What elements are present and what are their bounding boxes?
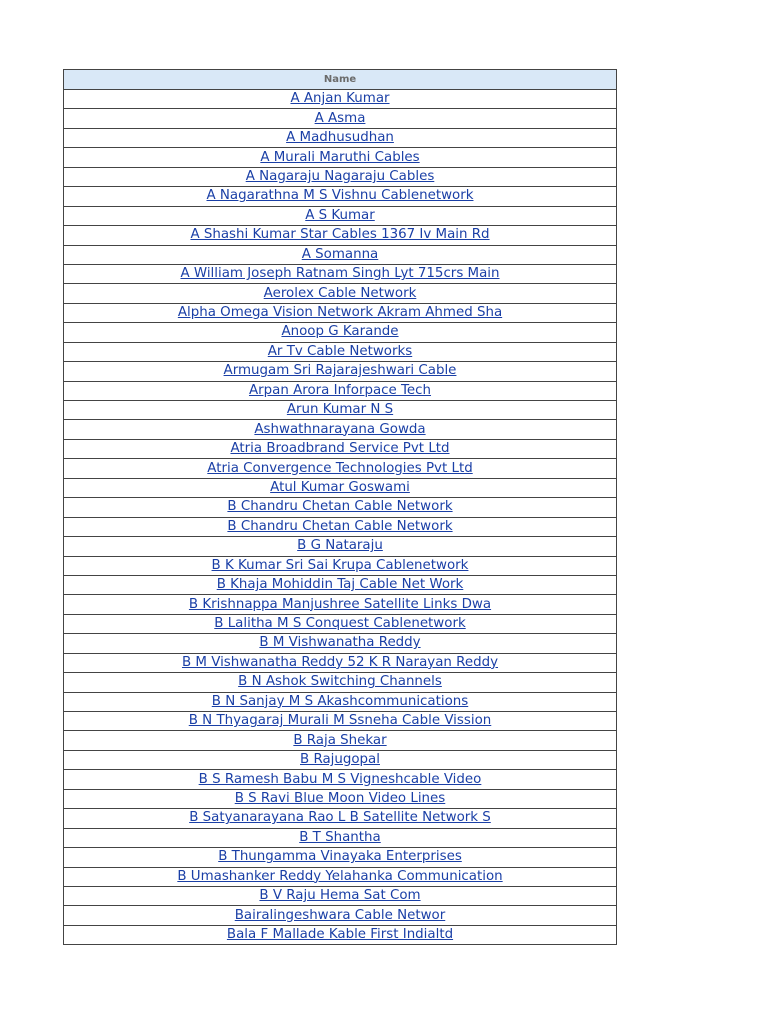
name-link[interactable]: B K Kumar Sri Sai Krupa Cablenetwork (211, 557, 469, 573)
name-link[interactable]: B N Sanjay M S Akashcommunications (211, 693, 469, 709)
name-cell (64, 595, 617, 614)
table-row (64, 245, 617, 264)
name-cell (64, 517, 617, 536)
name-link[interactable]: A William Joseph Ratnam Singh Lyt 715crs Main (180, 266, 500, 282)
table-row (64, 750, 617, 769)
name-link[interactable]: B Lalitha M S Conquest Cablenetwork (214, 616, 466, 632)
table-row (64, 867, 617, 886)
name-link[interactable]: Ashwathnarayana Gowda (254, 421, 426, 437)
name-link[interactable]: Atul Kumar Goswami (270, 479, 410, 495)
name-cell (64, 575, 617, 594)
table-row (64, 634, 617, 653)
table-row (64, 109, 617, 128)
name-cell (64, 264, 617, 283)
name-cell (64, 148, 617, 167)
name-cell (64, 226, 617, 245)
name-link[interactable]: A S Kumar (305, 207, 375, 223)
name-cell (64, 848, 617, 867)
table-row (64, 575, 617, 594)
name-cell (64, 614, 617, 633)
name-link[interactable]: Arpan Arora Inforpace Tech (248, 382, 432, 398)
name-link[interactable]: B Satyanarayana Rao L B Satellite Network S (189, 810, 491, 826)
table-row (64, 498, 617, 517)
name-link[interactable]: A Anjan Kumar (290, 91, 390, 107)
table-row (64, 595, 617, 614)
name-cell (64, 653, 617, 672)
name-cell (64, 323, 617, 342)
name-cell (64, 809, 617, 828)
name-link[interactable]: Bairalingeshwara Cable Networ (234, 907, 446, 923)
name-cell (64, 556, 617, 575)
name-cell (64, 828, 617, 847)
name-link[interactable]: B G Nataraju (297, 538, 383, 554)
name-link[interactable]: A Madhusudhan (286, 130, 394, 146)
name-link[interactable]: B Thungamma Vinayaka Enterprises (218, 849, 462, 865)
table-row (64, 362, 617, 381)
name-link[interactable]: B N Thyagaraj Murali M Ssneha Cable Vission (188, 713, 492, 729)
table-row (64, 439, 617, 458)
name-link[interactable]: B Umashanker Reddy Yelahanka Communication (177, 868, 503, 884)
table-row (64, 303, 617, 322)
name-cell (64, 692, 617, 711)
table-row (64, 789, 617, 808)
spreadsheet-page (63, 69, 617, 945)
table-row (64, 128, 617, 147)
name-cell (64, 867, 617, 886)
name-cell (64, 420, 617, 439)
name-cell (64, 401, 617, 420)
name-cell (64, 906, 617, 925)
table-row (64, 342, 617, 361)
name-cell (64, 731, 617, 750)
table-row (64, 401, 617, 420)
name-cell (64, 498, 617, 517)
name-cell (64, 439, 617, 458)
table-body (64, 90, 617, 945)
table-row (64, 673, 617, 692)
name-link[interactable]: Alpha Omega Vision Network Akram Ahmed Sha (177, 305, 503, 321)
name-link[interactable]: B M Vishwanatha Reddy 52 K R Narayan Reddy (181, 654, 499, 670)
table-row (64, 556, 617, 575)
name-link[interactable]: B Khaja Mohiddin Taj Cable Net Work (216, 577, 464, 593)
name-cell (64, 634, 617, 653)
name-link[interactable]: A Shashi Kumar Star Cables 1367 Iv Main Rd (190, 227, 490, 243)
name-column-header: Name (64, 70, 617, 90)
table-row (64, 809, 617, 828)
header-row (64, 70, 617, 90)
name-cell (64, 925, 617, 944)
name-link[interactable]: A Murali Maruthi Cables (260, 149, 420, 165)
name-link[interactable]: B M Vishwanatha Reddy (259, 635, 421, 651)
table-row (64, 886, 617, 905)
name-link[interactable]: Atria Broadbrand Service Pvt Ltd (230, 441, 450, 457)
name-cell (64, 537, 617, 556)
table-row (64, 653, 617, 672)
name-cell (64, 770, 617, 789)
name-link[interactable]: Atria Convergence Technologies Pvt Ltd (207, 460, 473, 476)
name-cell (64, 109, 617, 128)
name-link[interactable]: B V Raju Hema Sat Com (259, 888, 421, 904)
name-link[interactable]: Bala F Mallade Kable First Indialtd (226, 927, 454, 943)
name-cell (64, 381, 617, 400)
name-link[interactable]: B S Ravi Blue Moon Video Lines (234, 790, 446, 806)
name-link[interactable]: A Somanna (301, 246, 379, 262)
name-cell (64, 245, 617, 264)
name-cell (64, 342, 617, 361)
table-row (64, 148, 617, 167)
name-cell (64, 303, 617, 322)
table-row (64, 731, 617, 750)
table-row (64, 167, 617, 186)
name-link[interactable]: Armugam Sri Rajarajeshwari Cable (223, 363, 457, 379)
table-row (64, 323, 617, 342)
table-row (64, 614, 617, 633)
table-row (64, 906, 617, 925)
name-link[interactable]: B Krishnappa Manjushree Satellite Links Dwa (188, 596, 492, 612)
table-row (64, 925, 617, 944)
name-cell (64, 459, 617, 478)
table-row (64, 478, 617, 497)
name-link[interactable]: B T Shantha (299, 829, 381, 845)
name-cell (64, 90, 617, 109)
table-row (64, 692, 617, 711)
name-link[interactable]: A Nagaraju Nagaraju Cables (245, 168, 435, 184)
name-link[interactable]: B Chandru Chetan Cable Network (227, 518, 453, 534)
name-link[interactable]: B Rajugopal (300, 752, 380, 768)
table-row (64, 187, 617, 206)
name-link[interactable]: B N Ashok Switching Channels (238, 674, 442, 690)
name-link[interactable]: A Asma (314, 110, 366, 126)
name-link[interactable]: Aerolex Cable Network (263, 285, 417, 301)
name-cell (64, 128, 617, 147)
name-cell (64, 789, 617, 808)
table-row (64, 284, 617, 303)
name-link[interactable]: B Chandru Chetan Cable Network (227, 499, 453, 515)
table-row (64, 226, 617, 245)
name-link[interactable]: B S Ramesh Babu M S Vigneshcable Video (198, 771, 482, 787)
name-cell (64, 362, 617, 381)
name-link[interactable]: A Nagarathna M S Vishnu Cablenetwork (206, 188, 474, 204)
name-cell (64, 187, 617, 206)
table-row (64, 90, 617, 109)
table-row (64, 381, 617, 400)
table-row (64, 517, 617, 536)
name-cell (64, 167, 617, 186)
name-link[interactable]: Ar Tv Cable Networks (267, 343, 413, 359)
name-cell (64, 206, 617, 225)
names-table (63, 69, 617, 945)
name-cell (64, 673, 617, 692)
table-row (64, 459, 617, 478)
name-cell (64, 886, 617, 905)
table-row (64, 848, 617, 867)
name-cell (64, 284, 617, 303)
name-cell (64, 478, 617, 497)
name-link[interactable]: Anoop G Karande (281, 324, 399, 340)
name-cell (64, 750, 617, 769)
name-cell (64, 712, 617, 731)
name-link[interactable]: B Raja Shekar (293, 732, 387, 748)
table-row (64, 537, 617, 556)
table-row (64, 264, 617, 283)
table-row (64, 712, 617, 731)
name-link[interactable]: Arun Kumar N S (286, 402, 394, 418)
table-row (64, 206, 617, 225)
table-row (64, 828, 617, 847)
table-row (64, 420, 617, 439)
table-row (64, 770, 617, 789)
